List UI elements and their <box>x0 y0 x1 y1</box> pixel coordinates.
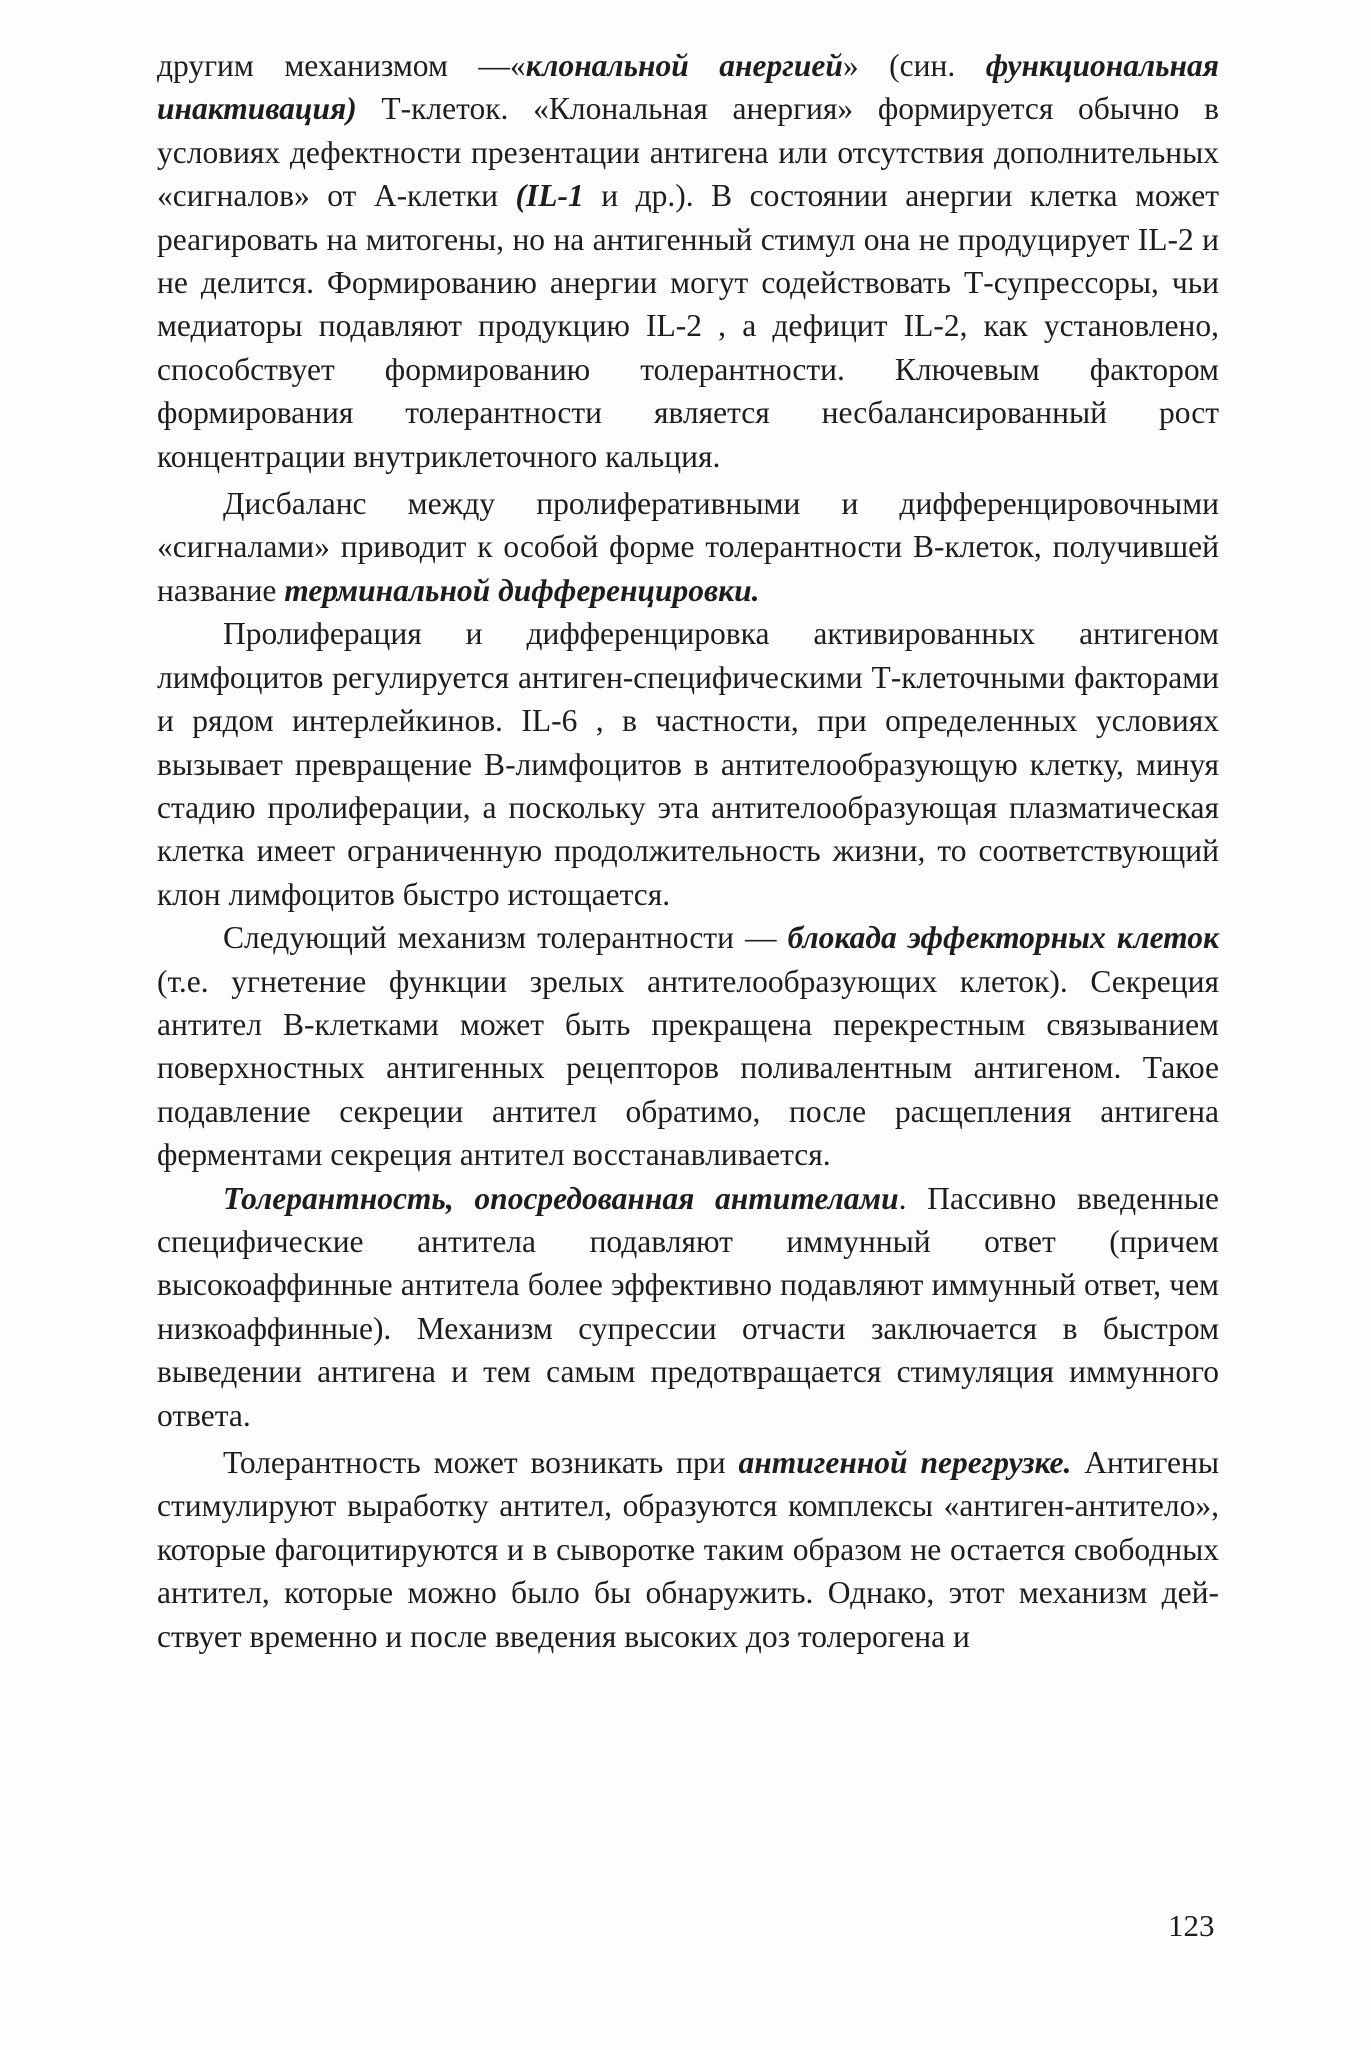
para-proliferation <box>157 612 1219 916</box>
text-run: Антигены стимулируют выработку антител, образуются комплексы «антиген-антитело», которые фагоцитируются и в сыворотке таким образом не остается свободных антител, которые можно было бы обнаружить. Однако, этот механизм действует временно и после введения высоких доз толерогена и <box>157 1445 1220 1654</box>
text-run: » (син. <box>842 48 986 83</box>
emphasized-term: (IL-1 <box>515 178 584 214</box>
text-run: Пролиферация и дифференцировка активированных антигеном лимфоцитов регулируется антиген-специфическими Т-клеточными факторами и рядом интерлейкинов. IL-6 , в частности, при определенных условиях вызывает превращение В-лимфоцитов в антителообразующую клетку, минуя стадию пролиферации, а поскольку эта антителообразующая плазматическая клетка имеет ограниченную продолжительность жизни, то соответствующий клон лимфоцитов быстро истощается. <box>157 616 1219 912</box>
para-antigen-overload <box>157 1441 1219 1658</box>
text-run: и др.). В состоянии анергии клетка может реагировать на митогены, но на антигенный стимул она не продуцирует IL-2 и не делится. Формированию анергии могут содействовать Т-супрессоры, чьи медиаторы подавляют продукцию IL-2 , а дефицит IL-2, как установлено, способствует формированию толерантности. Ключевым фактором формирования толерантности является несбалансированный рост концентрации внутриклеточного кальция. <box>157 178 1219 474</box>
emphasized-term: Толерантность, опосредованная антителами <box>223 1180 899 1216</box>
para-antibody-mediated <box>157 1177 1219 1437</box>
para-effector-blockade <box>157 916 1219 1176</box>
emphasized-term: терминальной дифференцировки. <box>284 572 760 608</box>
text-run: Следующий механизм толерантности — <box>223 920 788 956</box>
para-clonal-anergy <box>157 44 1219 478</box>
page-number: 123 <box>1168 1908 1215 1943</box>
text-run: другим механизмом —« <box>157 48 526 83</box>
text-run: (т.е. угнетение функции зрелых антителообразующих клеток). Секреция антител В-клетками может быть прекращена перекрестным связыванием поверхностных антигенных рецепторов поливалентным антигеном. Такое подавление секреции антител обратимо, после расщепления антигена ферментами секреция антител восстанавливается. <box>157 963 1219 1173</box>
emphasized-term: функциональная инактивация) <box>157 48 1220 127</box>
para-terminal-differentiation <box>157 482 1219 612</box>
text-run: Дисбаланс между пролиферативными и дифференцировочными «сигналами» приводит к особой форме толерантности В-клеток, получившей название <box>157 486 1219 608</box>
emphasized-term: блокада эффекторных клеток <box>787 920 1219 956</box>
body-text <box>157 44 1219 1658</box>
emphasized-term: антигенной перегрузке. <box>738 1445 1072 1480</box>
text-run: Т-клеток. «Клональная анергия» формируется обычно в условиях дефектности презентации антигена или отсутствия дополнительных «сигналов» от А-клетки <box>157 91 1219 214</box>
text-run: . Пассивно введенные специфические антитела подавляют иммунный ответ (причем высокоаффинные антитела более эффективно подавляют иммунный ответ, чем низкоаффинные). Механизм супрессии отчасти заключается в быстром выведении антигена и тем самым предотвращается стимуляция иммунного ответа. <box>157 1180 1220 1433</box>
text-run: Толерантность может возникать при <box>223 1445 739 1480</box>
emphasized-term: клональной анергией <box>525 48 843 83</box>
